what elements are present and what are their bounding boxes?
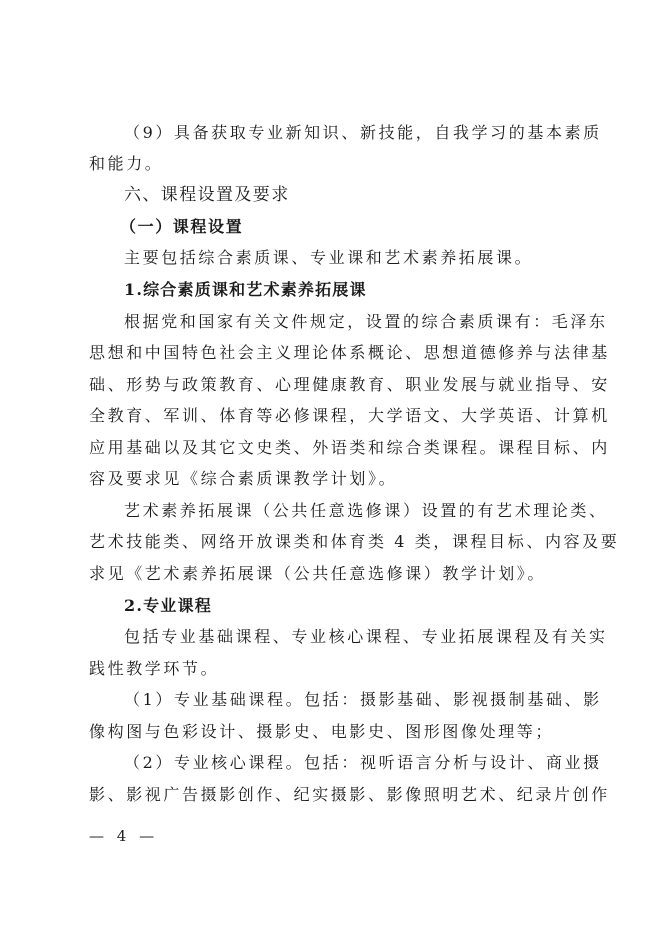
list-item-core-courses: （2）专业核心课程。包括：视听语言分析与设计、商业摄 (124, 753, 602, 772)
section-heading-6: 六、课程设置及要求 (124, 185, 290, 205)
page-number: — 4 — (89, 827, 159, 845)
subheading-professional-courses: 2.专业课程 (124, 596, 212, 615)
paragraph-art-courses-line: 求见《艺术素养拓展课（公共任意选修课）教学计划》。 (89, 564, 547, 583)
paragraph-general-courses-line: 容及要求见《综合素质课教学计划》。 (89, 469, 398, 488)
list-item-9-continued: 和能力。 (89, 154, 164, 173)
paragraph-general-courses-line: 础、形势与政策教育、心理健康教育、职业发展与就业指导、安 (89, 375, 610, 394)
paragraph-professional-courses: 包括专业基础课程、专业核心课程、专业拓展课程及有关实 (124, 627, 608, 646)
paragraph-general-courses-line: 思想和中国特色社会主义理论体系概论、思想道德修养与法律基 (89, 343, 610, 362)
subheading-general-courses: 1.综合素质课和艺术素养拓展课 (124, 280, 367, 299)
paragraph-general-courses: 根据党和国家有关文件规定，设置的综合素质课有：毛泽东 (124, 312, 608, 331)
list-item-core-courses-line: 影、影视广告摄影创作、纪实摄影、影像照明艺术、纪录片创作 (89, 785, 610, 804)
list-item-foundation-courses: （1）专业基础课程。包括：摄影基础、影视摄制基础、影 (124, 690, 602, 709)
list-item-foundation-courses-line: 像构图与色彩设计、摄影史、电影史、图形图像处理等； (89, 722, 555, 741)
paragraph-art-courses: 艺术素养拓展课（公共任意选修课）设置的有艺术理论类、 (124, 501, 608, 520)
subsection-heading-1: （一）课程设置 (120, 217, 244, 236)
paragraph-art-courses-line: 艺术技能类、网络开放课类和体育类 4 类，课程目标、内容及要 (89, 532, 620, 551)
list-item-9: （9）具备获取专业新知识、新技能，自我学习的基本素质 (124, 123, 602, 142)
paragraph-general-courses-line: 全教育、军训、体育等必修课程，大学语文、大学英语、计算机 (89, 406, 610, 425)
paragraph-course-overview: 主要包括综合素质课、专业课和艺术素养拓展课。 (124, 248, 534, 267)
paragraph-general-courses-line: 应用基础以及其它文史类、外语类和综合类课程。课程目标、内 (89, 438, 610, 457)
paragraph-professional-courses-line: 践性教学环节。 (89, 659, 220, 678)
